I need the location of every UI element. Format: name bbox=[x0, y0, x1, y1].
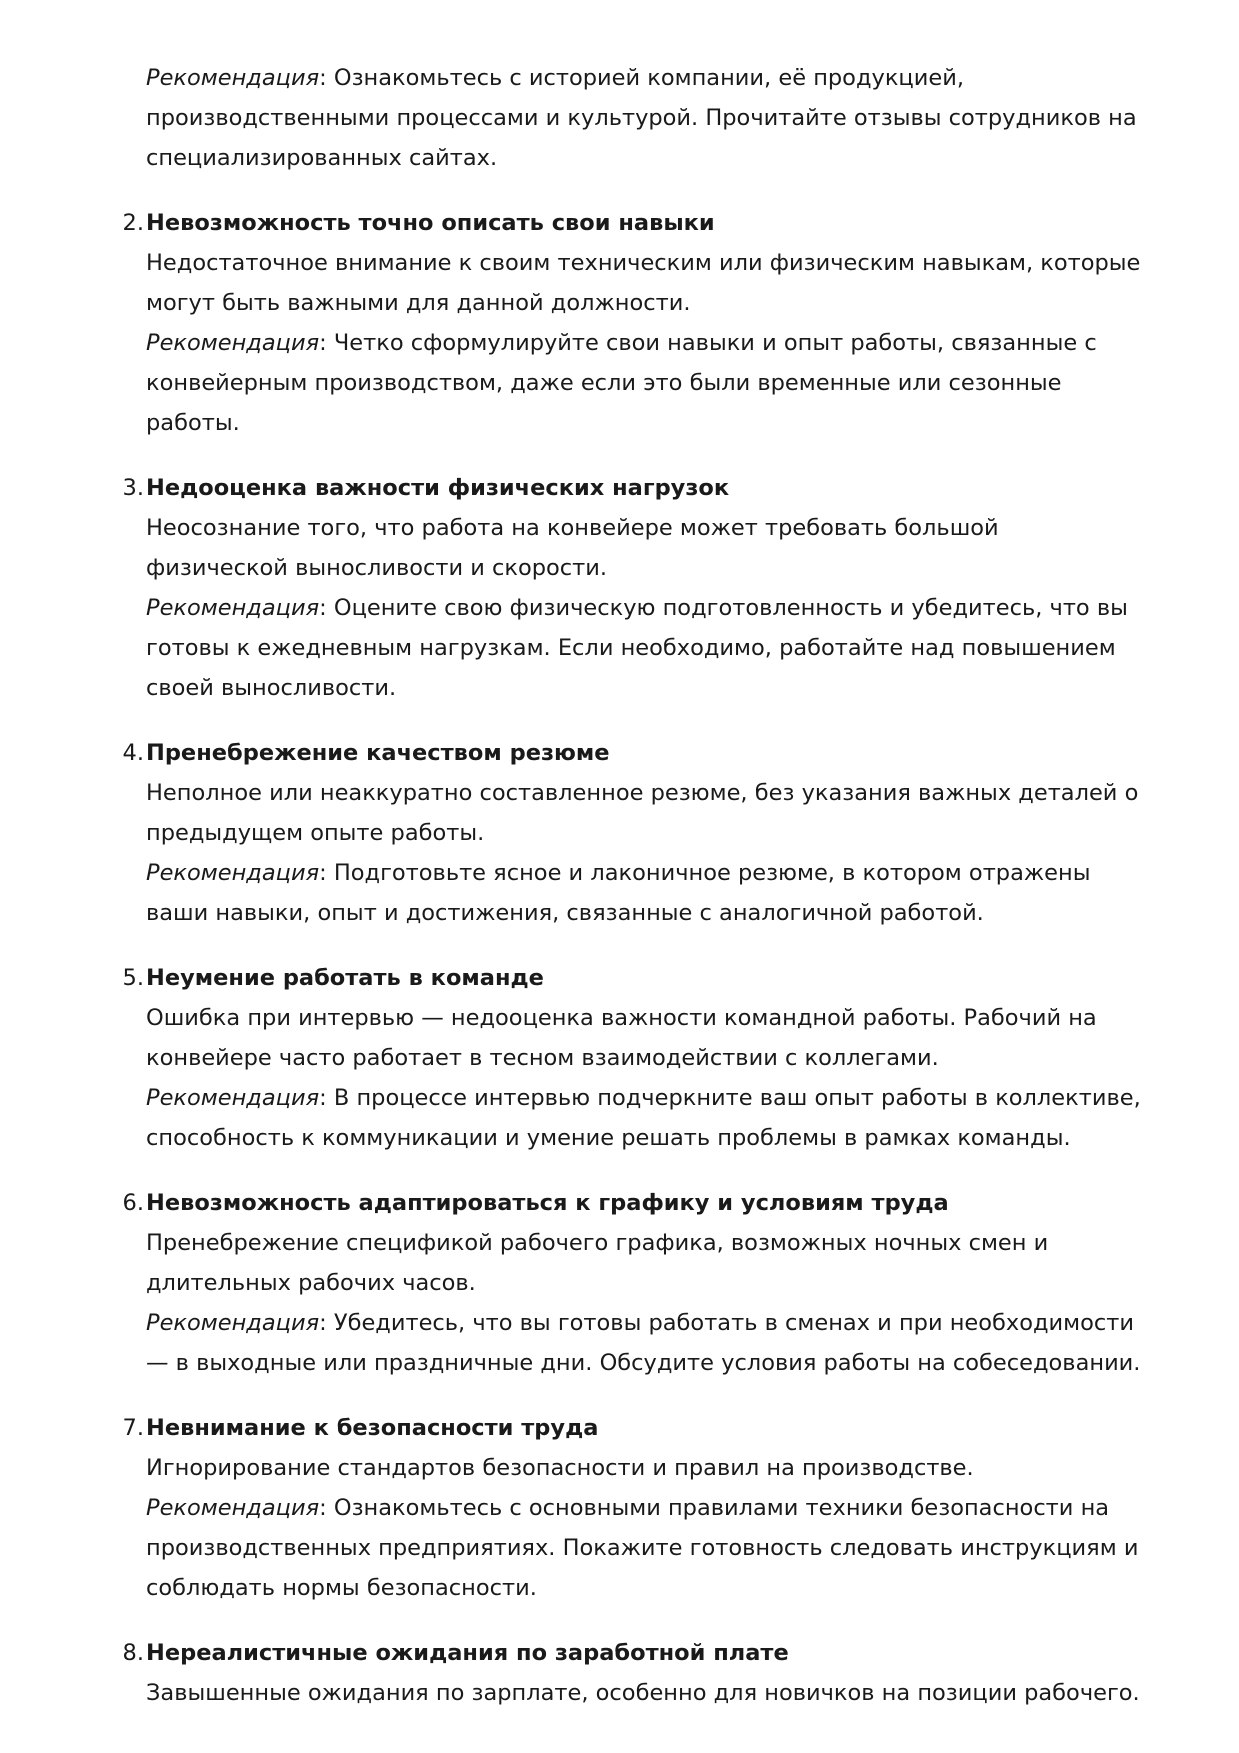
recommendation-label: Рекомендация bbox=[146, 1310, 320, 1336]
item-recommendation bbox=[146, 853, 1146, 933]
item-number: 6. bbox=[122, 1190, 144, 1216]
recommendation-label: Рекомендация bbox=[146, 1495, 320, 1521]
item-title: Нереалистичные ожидания по заработной плате bbox=[146, 1640, 789, 1666]
item-number: 2. bbox=[122, 210, 144, 236]
item-description: Недостаточное внимание к своим техническим или физическим навыкам, которые могут быть важными для данной должности. bbox=[146, 250, 1141, 316]
document-page bbox=[0, 58, 1239, 1713]
recommendation-label: Рекомендация bbox=[146, 1085, 320, 1111]
mistakes-list bbox=[0, 203, 1239, 1713]
item-description: Завышенные ожидания по зарплате, особенно для новичков на позиции рабочего. bbox=[146, 1680, 1140, 1706]
recommendation-text: : Ознакомьтесь с историей компании, её продукцией, производственными процессами и культурой. Прочитайте отзывы сотрудников на специализированных сайтах. bbox=[146, 65, 1137, 171]
item-title: Невнимание к безопасности труда bbox=[146, 1415, 599, 1441]
item-description: Неполное или неаккуратно составленное резюме, без указания важных деталей о предыдущем опыте работы. bbox=[146, 780, 1139, 846]
item-number: 3. bbox=[122, 475, 144, 501]
list-item bbox=[122, 1183, 1146, 1383]
item-title: Невозможность точно описать свои навыки bbox=[146, 210, 715, 236]
item-number: 5. bbox=[122, 965, 144, 991]
intro-recommendation bbox=[146, 58, 1146, 178]
item-recommendation bbox=[146, 1303, 1146, 1383]
recommendation-text: : Оцените свою физическую подготовленность и убедитесь, что вы готовы к ежедневным нагрузкам. Если необходимо, работайте над повышением своей выносливости. bbox=[146, 595, 1128, 701]
item-description: Пренебрежение спецификой рабочего графика, возможных ночных смен и длительных рабочих часов. bbox=[146, 1230, 1049, 1296]
list-item bbox=[122, 203, 1146, 443]
item-description: Игнорирование стандартов безопасности и правил на производстве. bbox=[146, 1455, 974, 1481]
recommendation-label: Рекомендация bbox=[146, 65, 320, 91]
recommendation-text: : В процессе интервью подчеркните ваш опыт работы в коллективе, способность к коммуникации и умение решать проблемы в рамках команды. bbox=[146, 1085, 1141, 1151]
recommendation-text: : Подготовьте ясное и лаконичное резюме, в котором отражены ваши навыки, опыт и достижения, связанные с аналогичной работой. bbox=[146, 860, 1091, 926]
list-item bbox=[122, 468, 1146, 708]
item-recommendation bbox=[146, 1078, 1146, 1158]
list-item bbox=[122, 733, 1146, 933]
recommendation-text: : Убедитесь, что вы готовы работать в сменах и при необходимости — в выходные или праздничные дни. Обсудите условия работы на собеседовании. bbox=[146, 1310, 1141, 1376]
item-description: Ошибка при интервью — недооценка важности командной работы. Рабочий на конвейере часто работает в тесном взаимодействии с коллегами. bbox=[146, 1005, 1097, 1071]
item-title: Пренебрежение качеством резюме bbox=[146, 740, 610, 766]
item-description: Неосознание того, что работа на конвейере может требовать большой физической выносливости и скорости. bbox=[146, 515, 999, 581]
item-recommendation bbox=[146, 1488, 1146, 1608]
list-item bbox=[122, 958, 1146, 1158]
item-number: 4. bbox=[122, 740, 144, 766]
recommendation-label: Рекомендация bbox=[146, 595, 320, 621]
item-title: Недооценка важности физических нагрузок bbox=[146, 475, 730, 501]
item-recommendation bbox=[146, 323, 1146, 443]
item-title: Неумение работать в команде bbox=[146, 965, 544, 991]
item-number: 8. bbox=[122, 1640, 144, 1666]
item-recommendation bbox=[146, 588, 1146, 708]
list-item bbox=[122, 1633, 1146, 1713]
recommendation-label: Рекомендация bbox=[146, 860, 320, 886]
recommendation-text: : Четко сформулируйте свои навыки и опыт работы, связанные с конвейерным производством, даже если это были временные или сезонные работы. bbox=[146, 330, 1097, 436]
item-title: Невозможность адаптироваться к графику и условиям труда bbox=[146, 1190, 949, 1216]
item-number: 7. bbox=[122, 1415, 144, 1441]
list-item bbox=[122, 1408, 1146, 1608]
recommendation-text: : Ознакомьтесь с основными правилами техники безопасности на производственных предприятиях. Покажите готовность следовать инструкциям и соблюдать нормы безопасности. bbox=[146, 1495, 1139, 1601]
recommendation-label: Рекомендация bbox=[146, 330, 320, 356]
